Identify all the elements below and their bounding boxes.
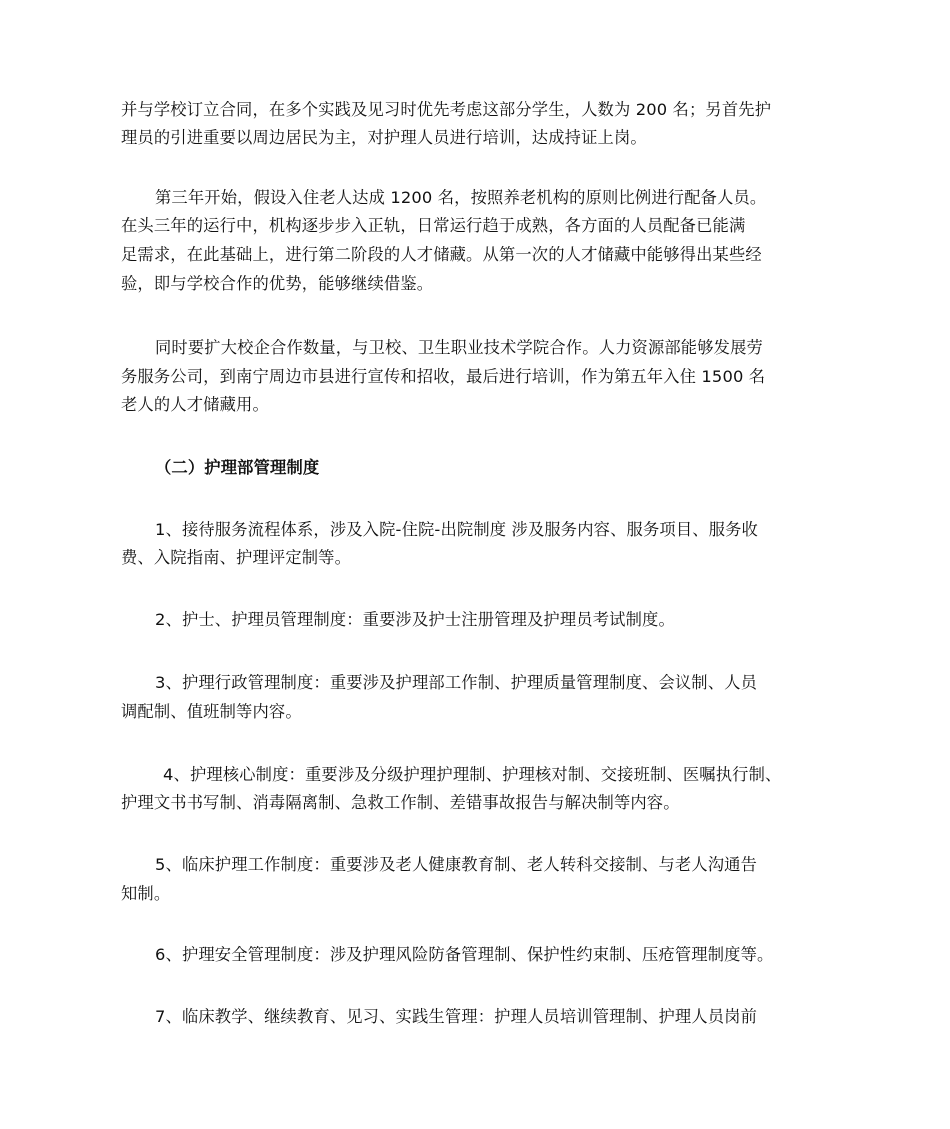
paragraph-line: 同时要扩大校企合作数量，与卫校、卫生职业技术学院合作。人力资源部能够发展劳 bbox=[155, 338, 763, 357]
list-item-line: 护理文书书写制、消毒隔离制、急救工作制、差错事故报告与解决制等内容。 bbox=[121, 793, 680, 812]
paragraph-line: 老人的人才储藏用。 bbox=[121, 395, 269, 414]
list-item-line: 5、临床护理工作制度：重要涉及老人健康教育制、老人转科交接制、与老人沟通告 bbox=[155, 855, 758, 874]
paragraph-line: 务服务公司，到南宁周边市县进行宣传和招收，最后进行培训，作为第五年入住 1500 名 bbox=[121, 367, 766, 386]
paragraph-line: 在头三年的运行中，机构逐步步入正轨，日常运行趋于成熟，各方面的人员配备已能满 bbox=[121, 216, 746, 235]
paragraph-line: 理员的引进重要以周边居民为主，对护理人员进行培训，达成持证上岗。 bbox=[121, 128, 647, 147]
list-item-line: 7、临床教学、继续教育、见习、实践生管理：护理人员培训管理制、护理人员岗前 bbox=[155, 1007, 758, 1026]
paragraph-line: 第三年开始，假设入住老人达成 1200 名，按照养老机构的原则比例进行配备人员。 bbox=[155, 188, 767, 207]
list-item-line: 6、护理安全管理制度：涉及护理风险防备管理制、保护性约束制、压疮管理制度等。 bbox=[155, 945, 774, 964]
section-heading: （二）护理部管理制度 bbox=[155, 458, 320, 477]
paragraph-line: 验，即与学校合作的优势，能够继续借鉴。 bbox=[121, 274, 434, 293]
paragraph-line: 足需求，在此基础上，进行第二阶段的人才储藏。从第一次的人才储藏中能够得出某些经 bbox=[121, 245, 762, 264]
list-item-line: 1、接待服务流程体系，涉及入院-住院-出院制度 涉及服务内容、服务项目、服务收 bbox=[155, 520, 758, 539]
list-item-line: 4、护理核心制度：重要涉及分级护理护理制、护理核对制、交接班制、医嘱执行制、 bbox=[163, 765, 782, 784]
list-item-line: 费、入院指南、护理评定制等。 bbox=[121, 548, 352, 567]
list-item-line: 3、护理行政管理制度：重要涉及护理部工作制、护理质量管理制度、会议制、人员 bbox=[155, 673, 758, 692]
paragraph-line: 并与学校订立合同，在多个实践及见习时优先考虑这部分学生，人数为 200 名；另首先护 bbox=[121, 100, 772, 119]
list-item-line: 调配制、值班制等内容。 bbox=[121, 702, 302, 721]
list-item-line: 知制。 bbox=[121, 884, 171, 903]
list-item-line: 2、护士、护理员管理制度：重要涉及护士注册管理及护理员考试制度。 bbox=[155, 610, 675, 629]
